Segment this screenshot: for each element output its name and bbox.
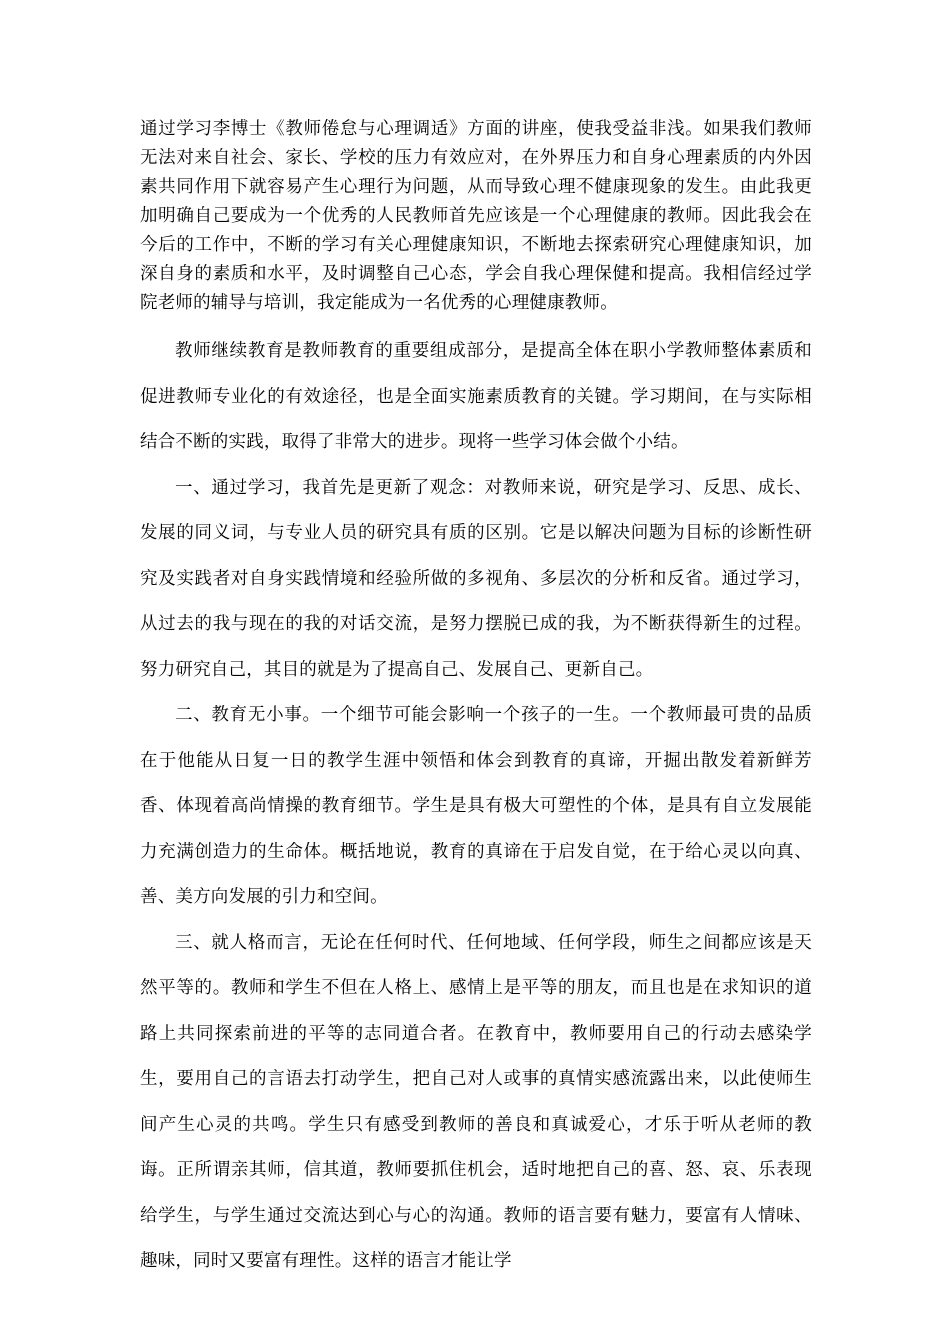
intro-section [140, 115, 812, 318]
paragraph-point-three: 三、就人格而言，无论在任何时代、任何地域、任何学段，师生之间都应该是天然平等的。教师和学生不但在人格上、感情上是平等的朋友，而且也是在求知识的道路上共同探索前进的平等的志同道合者。在教育中，教师要用自己的行动去感染学生，要用自己的言语去打动学生，把自己对人或事的真情实感流露出来，以此使师生间产生心灵的共鸣。学生只有感受到教师的善良和真诚爱心，才乐于听从老师的教诲。正所谓亲其师，信其道，教师要抓住机会，适时地把自己的喜、怒、哀、乐表现给学生，与学生通过交流达到心与心的沟通。教师的语言要有魅力，要富有人情味、趣味，同时又要富有理性。这样的语言才能让学 [140, 932, 812, 1271]
paragraph-continuing-education: 教师继续教育是教师教育的重要组成部分，是提高全体在职小学教师整体素质和促进教师专业化的有效途径，也是全面实施素质教育的关键。学习期间，在与实际相结合不断的实践，取得了非常大的进步。现将一些学习体会做个小结。 [140, 341, 812, 452]
paragraph-point-one: 一、通过学习，我首先是更新了观念：对教师来说，研究是学习、反思、成长、发展的同义词，与专业人员的研究具有质的区别。它是以解决问题为目标的诊断性研究及实践者对自身实践情境和经验所做的多视角、多层次的分析和反省。通过学习，从过去的我与现在的我的对话交流，是努力摆脱已成的我，为不断获得新生的过程。努力研究自己，其目的就是为了提高自己、发展自己、更新自己。 [140, 477, 812, 680]
intro-paragraph: 通过学习李博士《教师倦怠与心理调适》方面的讲座，使我受益非浅。如果我们教师无法对来自社会、家长、学校的压力有效应对，在外界压力和自身心理素质的内外因素共同作用下就容易产生心理行为问题，从而导致心理不健康现象的发生。由此我更加明确自己要成为一个优秀的人民教师首先应该是一个心理健康的教师。因此我会在今后的工作中，不断的学习有关心理健康知识，不断地去探索研究心理健康知识，加深自身的素质和水平，及时调整自己心态，学会自我心理保健和提高。我相信经过学院老师的辅导与培训，我定能成为一名优秀的心理健康教师。 [140, 119, 812, 313]
paragraph-point-two: 二、教育无小事。一个细节可能会影响一个孩子的一生。一个教师最可贵的品质在于他能从日复一日的教学生涯中领悟和体会到教育的真谛，开掘出散发着新鲜芳香、体现着高尚情操的教育细节。学生是具有极大可塑性的个体，是具有自立发展能力充满创造力的生命体。概括地说，教育的真谛在于启发自觉，在于给心灵以向真、善、美方向发展的引力和空间。 [140, 705, 812, 907]
reflection-section [140, 329, 812, 1285]
